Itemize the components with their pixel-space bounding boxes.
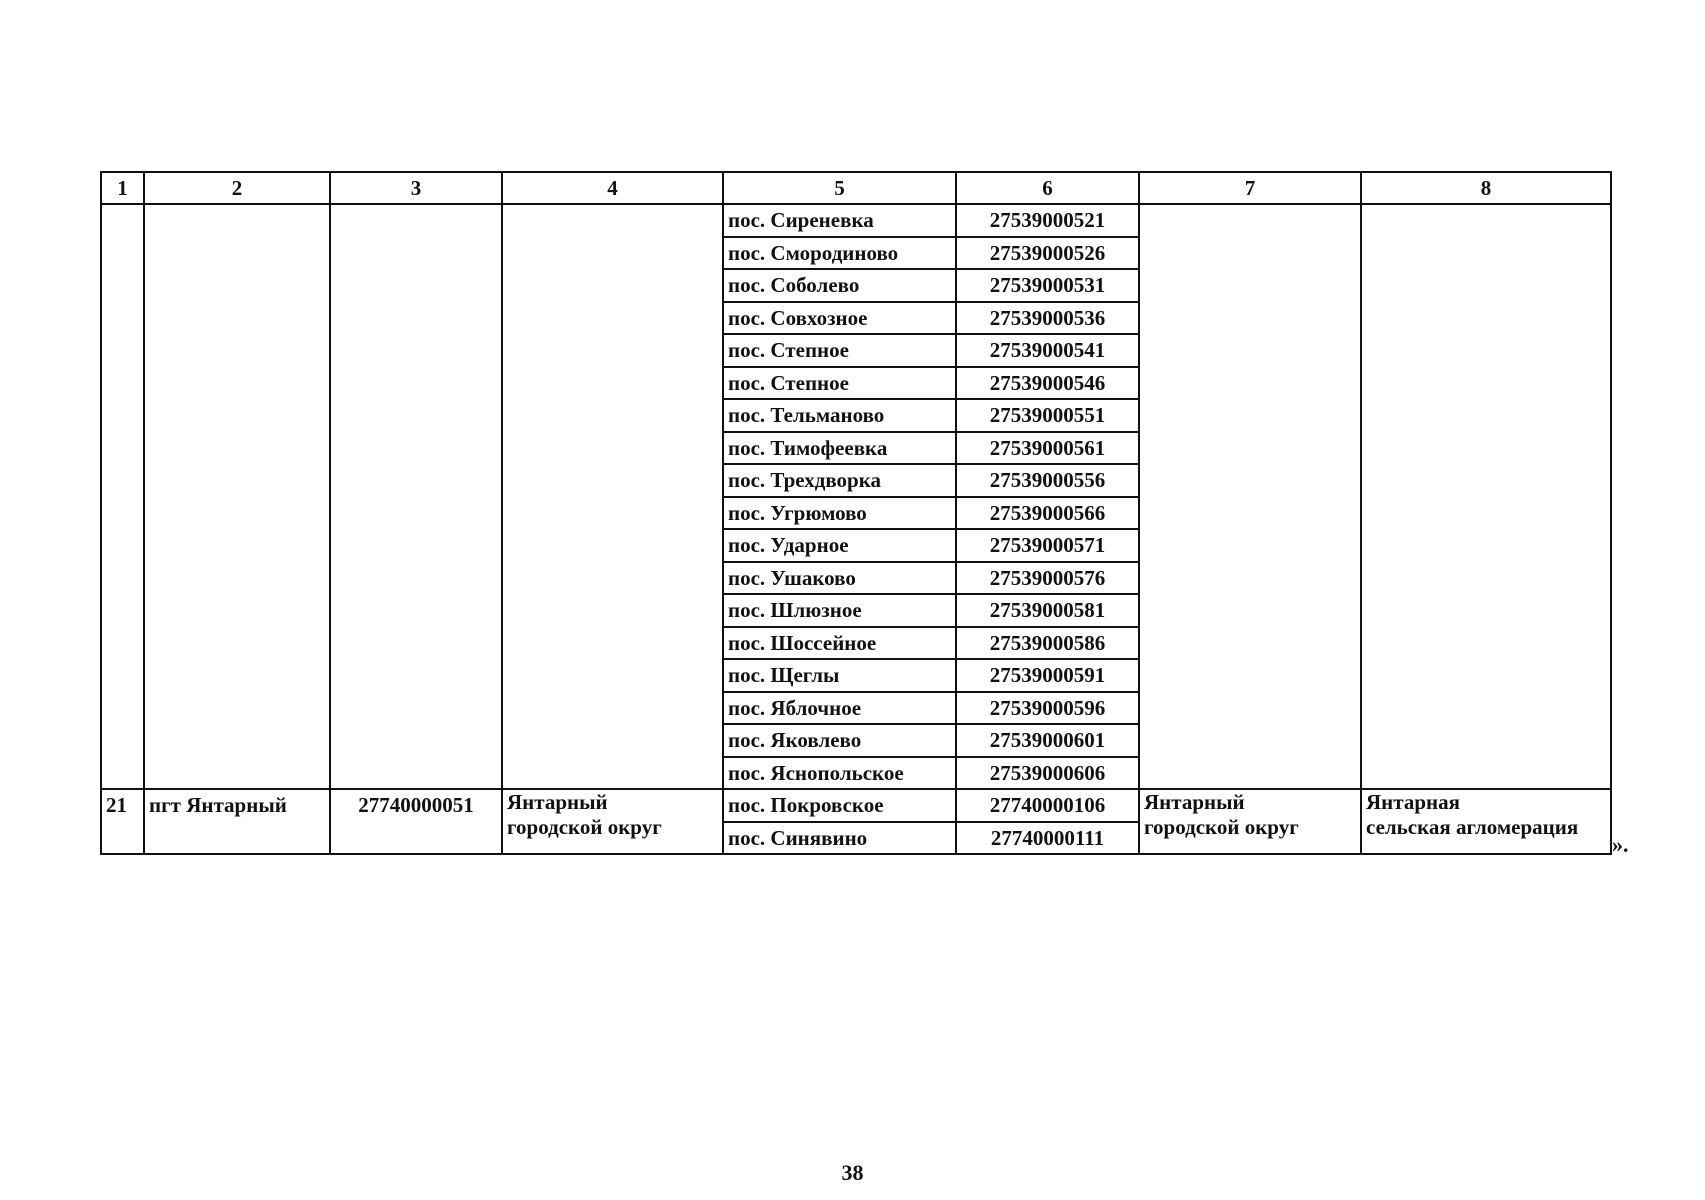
center-code-cell: 27740000051 [330,789,502,854]
code-cell: 27539000521 [956,204,1139,237]
code-cell: 27539000576 [956,562,1139,595]
code-cell: 27539000596 [956,692,1139,725]
code-cell: 27539000606 [956,757,1139,790]
settlement-cell: пос. Шоссейное [723,627,956,660]
settlement-cell: пос. Щеглы [723,659,956,692]
municipality-line-1: Янтарный [507,790,608,814]
code-cell: 27539000556 [956,464,1139,497]
code-cell: 27539000546 [956,367,1139,400]
district-line-1: Янтарный [1144,790,1245,814]
code-cell: 27539000591 [956,659,1139,692]
header-col-3: 3 [330,172,502,204]
settlement-cell: пос. Степное [723,367,956,400]
center-cell: пгт Янтарный [144,789,330,854]
settlement-cell: пос. Совхозное [723,302,956,335]
code-cell: 27539000586 [956,627,1139,660]
municipality-cell [502,789,723,854]
settlement-cell: пос. Трехдворка [723,464,956,497]
settlement-cell: пос. Сиреневка [723,204,956,237]
header-row [101,172,1611,204]
municipality-line-2: городской округ [507,815,662,839]
code-cell: 27740000106 [956,789,1139,822]
table-row [101,204,1611,237]
header-col-2: 2 [144,172,330,204]
header-col-4: 4 [502,172,723,204]
settlement-cell: пос. Яснопольское [723,757,956,790]
district-cell [1139,789,1361,854]
header-col-8: 8 [1361,172,1611,204]
settlement-cell: пос. Шлюзное [723,594,956,627]
code-cell: 27539000536 [956,302,1139,335]
code-cell: 27539000531 [956,269,1139,302]
table-body [101,204,1611,854]
empty-cell-col-1 [101,204,144,789]
settlement-cell: пос. Угрюмово [723,497,956,530]
settlement-cell: пос. Тельманово [723,399,956,432]
code-cell: 27539000581 [956,594,1139,627]
code-cell: 27539000571 [956,529,1139,562]
settlement-cell: пос. Тимофеевка [723,432,956,465]
empty-cell-col-8 [1361,204,1611,789]
agglomeration-line-2: сельская агломерация [1366,815,1579,839]
empty-cell-col-7 [1139,204,1361,789]
settlement-cell: пос. Покровское [723,789,956,822]
settlement-cell: пос. Степное [723,334,956,367]
agglomeration-cell [1361,789,1611,854]
code-cell: 27539000601 [956,724,1139,757]
table-row-21 [101,789,1611,822]
empty-cell-col-4 [502,204,723,789]
settlement-cell: пос. Синявино [723,822,956,855]
settlement-cell: пос. Яковлево [723,724,956,757]
settlement-cell: пос. Яблочное [723,692,956,725]
code-cell: 27539000526 [956,237,1139,270]
code-cell: 27740000111 [956,822,1139,855]
district-line-2: городской округ [1144,815,1299,839]
closing-quote: ». [1612,832,1629,857]
table-header [101,172,1611,204]
row-number-cell: 21 [101,789,144,854]
settlements-table [100,171,1612,855]
page-number: 38 [841,1160,864,1185]
header-col-5: 5 [723,172,956,204]
code-cell: 27539000551 [956,399,1139,432]
header-col-1: 1 [101,172,144,204]
header-col-6: 6 [956,172,1139,204]
settlement-cell: пос. Смородиново [723,237,956,270]
empty-cell-col-2 [144,204,330,789]
settlement-cell: пос. Ушаково [723,562,956,595]
settlement-cell: пос. Соболево [723,269,956,302]
code-cell: 27539000541 [956,334,1139,367]
code-cell: 27539000566 [956,497,1139,530]
empty-cell-col-3 [330,204,502,789]
header-col-7: 7 [1139,172,1361,204]
code-cell: 27539000561 [956,432,1139,465]
agglomeration-line-1: Янтарная [1366,790,1460,814]
settlement-cell: пос. Ударное [723,529,956,562]
